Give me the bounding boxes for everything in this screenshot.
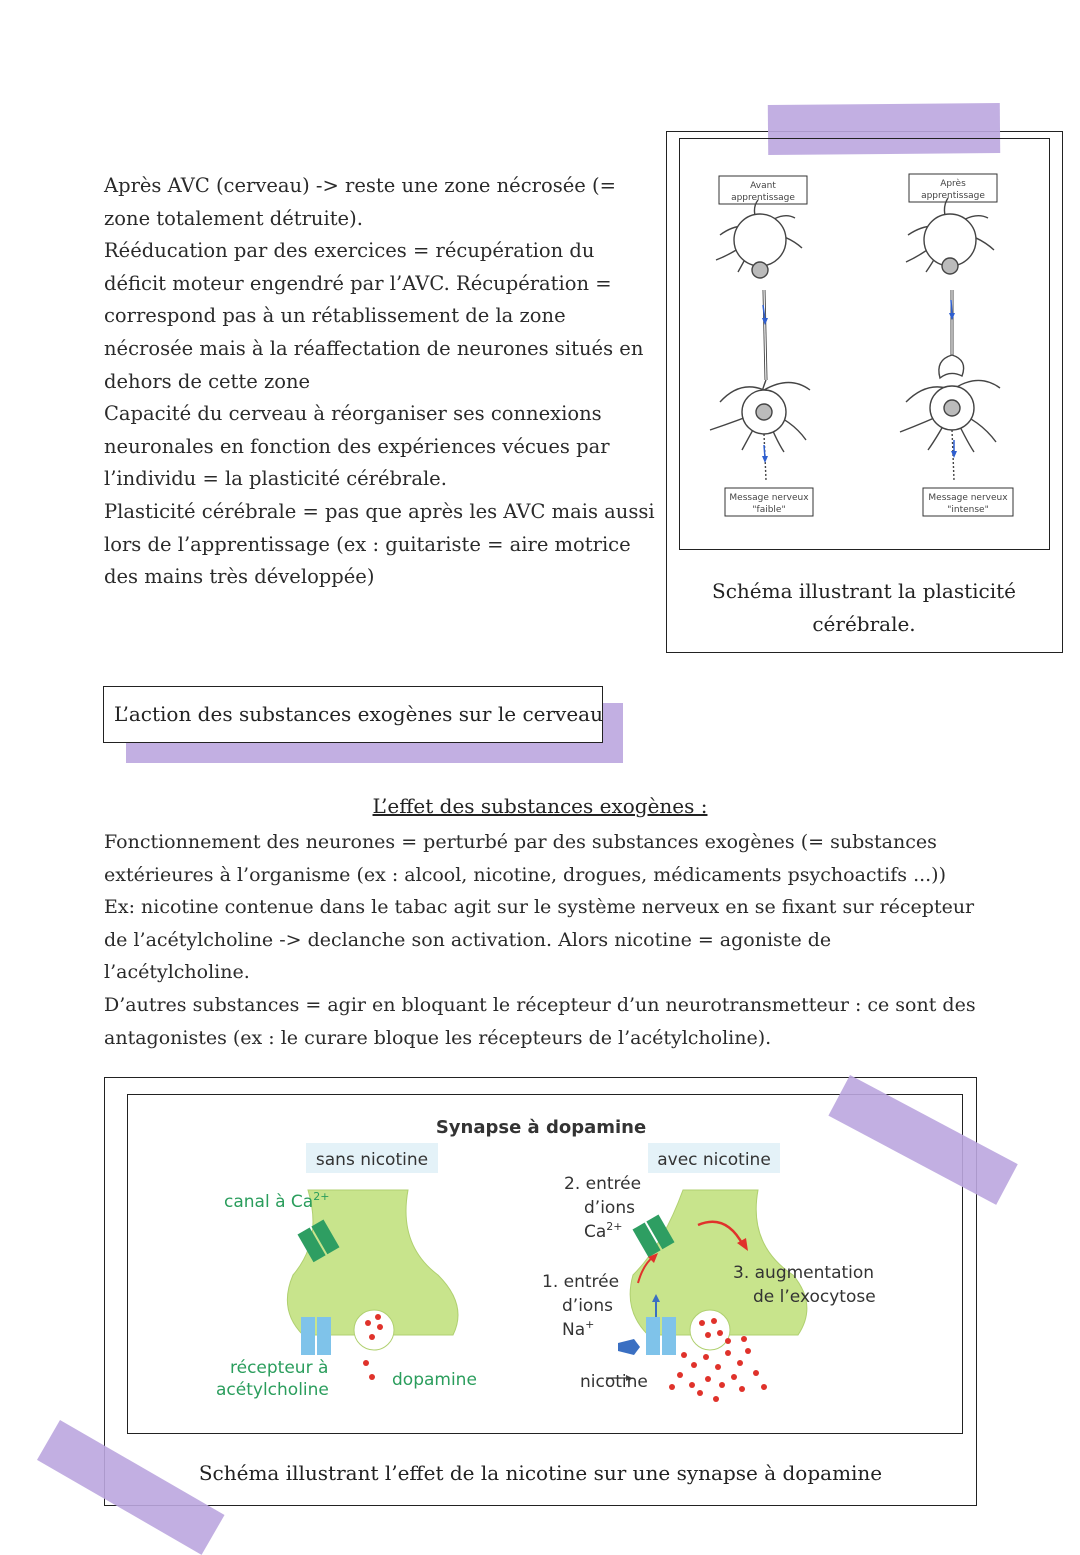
label-after-line2: apprentissage [921, 191, 985, 201]
intro-paragraph [104, 170, 664, 594]
step1-line3: Na+ [562, 1318, 595, 1340]
intro-line: Capacité du cerveau à réorganiser ses connexions [104, 402, 602, 426]
tag-with-nicotine: avec nicotine [657, 1150, 771, 1170]
message-strong-line2: "intense" [947, 505, 989, 515]
intro-line: des mains très développée) [104, 565, 375, 589]
tag-without-nicotine: sans nicotine [315, 1150, 429, 1170]
step1-line2: d’ions [562, 1296, 613, 1316]
canal-label: canal à $Ca^{2+}$ [224, 1190, 330, 1212]
nicotine-molecule [618, 1339, 640, 1355]
nicotine-label: nicotine [580, 1372, 648, 1392]
dopamine-dot [363, 1360, 369, 1366]
synapse-caption: Schéma illustrant l’effet de la nicotine sur une synapse à dopamine [198, 1461, 883, 1485]
neuron-before [710, 200, 810, 480]
receptor-label-line1: récepteur à [230, 1358, 329, 1378]
intro-line: neuronales en fonction des expériences vécues par [104, 434, 610, 458]
label-before-line2: apprentissage [731, 193, 795, 203]
neuron-after [900, 198, 1000, 480]
plasticity-diagram [680, 140, 1048, 548]
receptor-left [301, 1317, 315, 1355]
body-line: l’acétylcholine. [104, 961, 250, 984]
subheading: L’effet des substances exogènes : [372, 794, 708, 818]
intro-line: Plasticité cérébrale = pas que après les AVC mais aussi [104, 499, 655, 523]
intro-line: Après AVC (cerveau) -> reste une zone nécrosée (= [104, 174, 616, 197]
plasticity-caption [680, 575, 1048, 641]
step2-line3: $Ca^{2+}$ [584, 1220, 623, 1242]
synapse-diagram [128, 1095, 962, 1433]
body-line: Fonctionnement des neurones = perturbé par des substances exogènes (= substances [104, 831, 937, 853]
body-line: de l’acétylcholine -> declanche son activation. Alors nicotine = agoniste de [104, 928, 832, 951]
body-line: Ex: nicotine contenue dans le tabac agit sur le système nerveux en se fixant sur récepteur [104, 896, 975, 919]
step3-line2: de l’exocytose [753, 1287, 876, 1307]
receptor-label-line2: acétylcholine [216, 1380, 329, 1400]
label-after-line1: Après [940, 179, 966, 189]
intro-line: déficit moteur engendré par l’AVC. Récupération = [104, 271, 612, 295]
body-line: D’autres substances = agir en bloquant le récepteur d’un neurotransmetteur : ce sont des [104, 993, 976, 1016]
synapse-title: Synapse à dopamine [435, 1117, 647, 1138]
step3-line1: 3. augmentation [733, 1263, 875, 1283]
intro-line: l’individu = la plasticité cérébrale. [104, 467, 447, 491]
section-title: L’action des substances exogènes sur le cerveau [114, 702, 603, 726]
intro-line: zone totalement détruite). [104, 206, 363, 230]
plasticity-caption-line1: Schéma illustrant la plasticité [712, 579, 1016, 603]
body-paragraph [104, 826, 1004, 1054]
body-line: antagonistes (ex : le curare bloque les récepteurs de l’acétylcholine). [104, 1026, 772, 1049]
message-weak-line1: Message nerveux [729, 493, 809, 503]
step1-line1: 1. entrée [542, 1272, 620, 1292]
plasticity-caption-line2: cérébrale. [812, 612, 916, 636]
step2-line2: d’ions [584, 1198, 635, 1218]
step2-line1: 2. entrée [564, 1174, 642, 1194]
dopamine-label: dopamine [392, 1370, 477, 1390]
intro-line: Rééducation par des exercices = récupération du [104, 239, 595, 263]
receptor-right [646, 1317, 660, 1355]
intro-line: dehors de cette zone [104, 369, 311, 393]
intro-line: correspond pas à un rétablissement de la zone [104, 304, 566, 328]
intro-line: lors de l’apprentissage (ex : guitariste = aire motrice [104, 532, 631, 556]
message-strong-line1: Message nerveux [928, 493, 1008, 503]
body-line: extérieures à l’organisme (ex : alcool, nicotine, drogues, médicaments psychoactifs ...)) [104, 863, 947, 886]
intro-line: nécrosée mais à la réaffectation de neurones situés en [104, 336, 644, 360]
message-weak-line2: "faible" [752, 505, 786, 515]
label-before-line1: Avant [750, 181, 776, 191]
